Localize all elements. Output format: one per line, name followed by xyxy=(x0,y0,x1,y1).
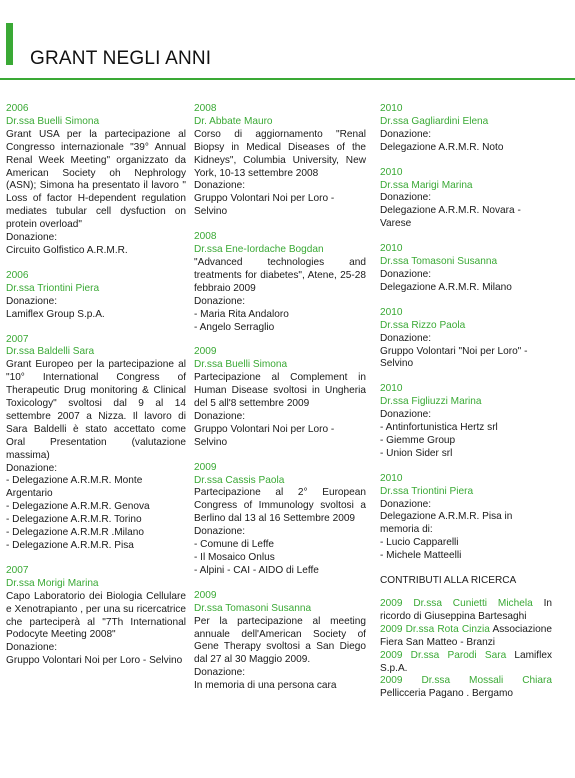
grant-entry xyxy=(6,334,186,553)
grant-entry xyxy=(194,462,366,578)
grant-recipient: Dr.ssa Morigi Marina xyxy=(6,577,99,589)
grant-entry xyxy=(194,231,366,334)
column-1 xyxy=(6,103,186,680)
grant-entry xyxy=(380,473,552,563)
grant-description: Capo Laboratorio dei Biologia Cellulare e Xenotrapianto , per una su ricercatrice che parteciperà al "7Th International Podocyte Meeting 2008" xyxy=(6,590,186,641)
donor-line: - Angelo Serraglio xyxy=(194,321,275,333)
page-title: GRANT NEGLI ANNI xyxy=(30,48,212,69)
contribution-donor: Pellicceria Pagano . Bergamo xyxy=(380,688,513,700)
donation-label: Donazione: xyxy=(194,295,246,307)
grant-entry xyxy=(380,243,552,295)
grant-entry xyxy=(6,103,186,258)
grant-entry xyxy=(194,346,366,449)
grant-recipient: Dr.ssa Ene-Iordache Bogdan xyxy=(194,244,324,256)
grant-year: 2010 xyxy=(380,103,403,114)
contribution-donor: Associazione Fiera San Matteo - Branzi xyxy=(380,623,552,648)
grant-year: 2010 xyxy=(380,243,403,255)
grant-year: 2008 xyxy=(194,103,217,114)
donor-line: Delegazione A.R.M.R. Milano xyxy=(380,281,512,293)
grant-year: 2007 xyxy=(6,564,29,576)
grant-recipient: Dr.ssa Triontini Piera xyxy=(380,485,474,497)
donor-line: - Delegazione A.R.M.R. Monte Argentario xyxy=(6,475,143,500)
donor-line: Gruppo Volontari "Noi per Loro" - Selvino xyxy=(380,345,528,370)
contribution-recipient: 2009 Dr.ssa Rota Cinzia xyxy=(380,623,490,635)
donor-line: - Delegazione A.R.M.R. Torino xyxy=(6,514,142,526)
contribution-recipient: 2009 Dr.ssa Cunietti Michela xyxy=(380,598,533,609)
donation-label: Donazione: xyxy=(380,192,432,204)
grant-recipient: Dr.ssa Triontini Piera xyxy=(6,282,100,294)
contribution-donor: In ricordo di Giuseppina Bartesaghi xyxy=(380,598,552,622)
contribution-donor: Lamiflex S.p.A. xyxy=(380,649,552,674)
donor-line: Delegazione A.R.M.R. Novara - Varese xyxy=(380,205,521,230)
grant-entry xyxy=(6,270,186,322)
title-rule xyxy=(0,78,575,80)
grant-year: 2009 xyxy=(194,346,217,358)
donation-label: Donazione: xyxy=(194,667,246,679)
grant-recipient: Dr.ssa Marigi Marina xyxy=(380,179,473,191)
donation-label: Donazione: xyxy=(194,180,246,192)
grant-recipient: Dr.ssa Cassis Paola xyxy=(194,474,285,486)
donor-line: - Lucio Capparelli xyxy=(380,537,459,549)
donation-label: Donazione: xyxy=(380,128,432,140)
contribution-recipient: 2009 Dr.ssa Parodi Sara xyxy=(380,649,507,661)
grant-year: 2010 xyxy=(380,166,403,178)
donor-line: Circuito Golfistico A.R.M.R. xyxy=(6,244,128,256)
donation-label: Donazione: xyxy=(6,462,58,474)
donation-label: Donazione: xyxy=(380,498,432,510)
donor-line: In memoria di una persona cara xyxy=(194,680,337,692)
donation-label: Donazione: xyxy=(6,295,58,307)
donation-label: Donazione: xyxy=(380,268,432,280)
donor-line: Delegazione A.R.M.R. Pisa in memoria di: xyxy=(380,511,513,536)
grant-recipient: Dr.ssa Buelli Simona xyxy=(6,115,100,127)
grant-year: 2006 xyxy=(6,269,29,281)
donation-label: Donazione: xyxy=(6,232,58,244)
donor-line: - Antinfortunistica Hertz srl xyxy=(380,422,498,434)
grant-entry xyxy=(6,565,186,668)
donation-label: Donazione: xyxy=(194,526,246,538)
grant-entry xyxy=(194,103,366,219)
contribution-item xyxy=(380,650,552,676)
donor-line: - Delegazione A.R.M.R. Pisa xyxy=(6,540,134,551)
grant-year: 2008 xyxy=(194,231,217,243)
grant-year: 2009 xyxy=(194,589,217,601)
grant-year: 2007 xyxy=(6,333,29,345)
donor-line: - Michele Matteelli xyxy=(380,550,462,562)
grant-description: Partecipazione al Complement in Human Disease svoltosi in Ungheria del 5 all'8 settembre 2009 xyxy=(194,372,366,410)
donor-line: - Giemme Group xyxy=(380,434,456,446)
grant-year: 2010 xyxy=(380,383,403,395)
column-3 xyxy=(380,103,552,701)
donor-line: - Delegazione A.R.M.R. Genova xyxy=(6,501,150,513)
grant-recipient: Dr.ssa Baldelli Sara xyxy=(6,346,95,358)
donor-line: Gruppo Volontari Noi per Loro - Selvino xyxy=(194,423,335,448)
donor-line: Lamiflex Group S.p.A. xyxy=(6,308,105,320)
contribution-item xyxy=(380,675,552,701)
grant-entry xyxy=(380,383,552,460)
donation-label: Donazione: xyxy=(380,332,432,344)
grant-year: 2010 xyxy=(380,306,403,318)
donor-line: - Union Sider srl xyxy=(380,447,453,459)
grant-description: "Advanced technologies and treatments for diabetes", Atene, 25-28 febbraio 2009 xyxy=(194,256,366,294)
grant-entry xyxy=(380,167,552,232)
grant-entry xyxy=(380,103,552,155)
donor-line: Gruppo Volontari Noi per Loro - Selvino xyxy=(194,193,335,218)
column-2 xyxy=(194,103,366,705)
contributions-heading: CONTRIBUTI ALLA RICERCA xyxy=(380,575,517,587)
donor-line: - Comune di Leffe xyxy=(194,539,275,551)
grant-description: Grant Europeo per la partecipazione al "10° International Congress of Therapeutic Drug monitoring & Clinical Toxicology" svoltosi dal 9 al 14 settembre 2007 a Nizza. Il lavoro di Sara Baldelli è stato accettato come Oral Presentation (valutazione massima) xyxy=(6,359,186,461)
donor-line: Gruppo Volontari Noi per Loro - Selvino xyxy=(6,655,183,667)
contribution-recipient: 2009 Dr.ssa Mossali Chiara xyxy=(380,675,552,687)
grant-description: Corso di aggiornamento "Renal Biopsy in Medical Diseases of the Kidneys", Columbia University, New York, 10-13 settembre 2008 xyxy=(194,128,366,179)
grant-recipient: Dr.ssa Buelli Simona xyxy=(194,359,288,371)
grant-recipient: Dr. Abbate Mauro xyxy=(194,115,273,127)
grant-description: Grant USA per la partecipazione al Congresso internazionale "39° Annual Renal Week Meeting" organizzato da American Society oh Nephrology (ASN); Simona ha presentato il lavoro " Loss of factor H-dependent regulation mediates tubular cell dysfuction on protein overload" xyxy=(6,128,186,231)
donor-line: Delegazione A.R.M.R. Noto xyxy=(380,141,504,153)
donation-label: Donazione: xyxy=(194,410,246,422)
grant-description: Partecipazione al 2° European Congress of Immunology svoltosi a Berlino dal 13 al 16 Settembre 2009 xyxy=(194,487,366,525)
grant-description: Per la partecipazione al meeting annuale dell'American Society of Gene Therapy svoltosi a San Diego dal 27 al 30 Maggio 2009. xyxy=(194,615,366,666)
contribution-item xyxy=(380,598,552,624)
donor-line: - Alpini - CAI - AIDO di Leffe xyxy=(194,564,319,576)
grant-year: 2009 xyxy=(194,461,217,473)
grant-entry xyxy=(194,590,366,693)
grant-recipient: Dr.ssa Tomasoni Susanna xyxy=(380,256,498,268)
grant-entry xyxy=(380,307,552,372)
grant-recipient: Dr.ssa Gagliardini Elena xyxy=(380,115,489,127)
grant-year: 2010 xyxy=(380,472,403,484)
grant-recipient: Dr.ssa Figliuzzi Marina xyxy=(380,396,482,408)
grant-year: 2006 xyxy=(6,103,29,114)
donor-line: - Maria Rita Andaloro xyxy=(194,308,289,320)
contribution-item xyxy=(380,624,552,650)
grant-recipient: Dr.ssa Tomasoni Susanna xyxy=(194,602,312,614)
donation-label: Donazione: xyxy=(380,409,432,421)
donor-line: - Il Mosaico Onlus xyxy=(194,552,275,563)
grant-recipient: Dr.ssa Rizzo Paola xyxy=(380,319,466,331)
donation-label: Donazione: xyxy=(6,642,58,654)
title-accent-bar xyxy=(6,23,13,65)
donor-line: - Delegazione A.R.M.R .Milano xyxy=(6,527,145,539)
